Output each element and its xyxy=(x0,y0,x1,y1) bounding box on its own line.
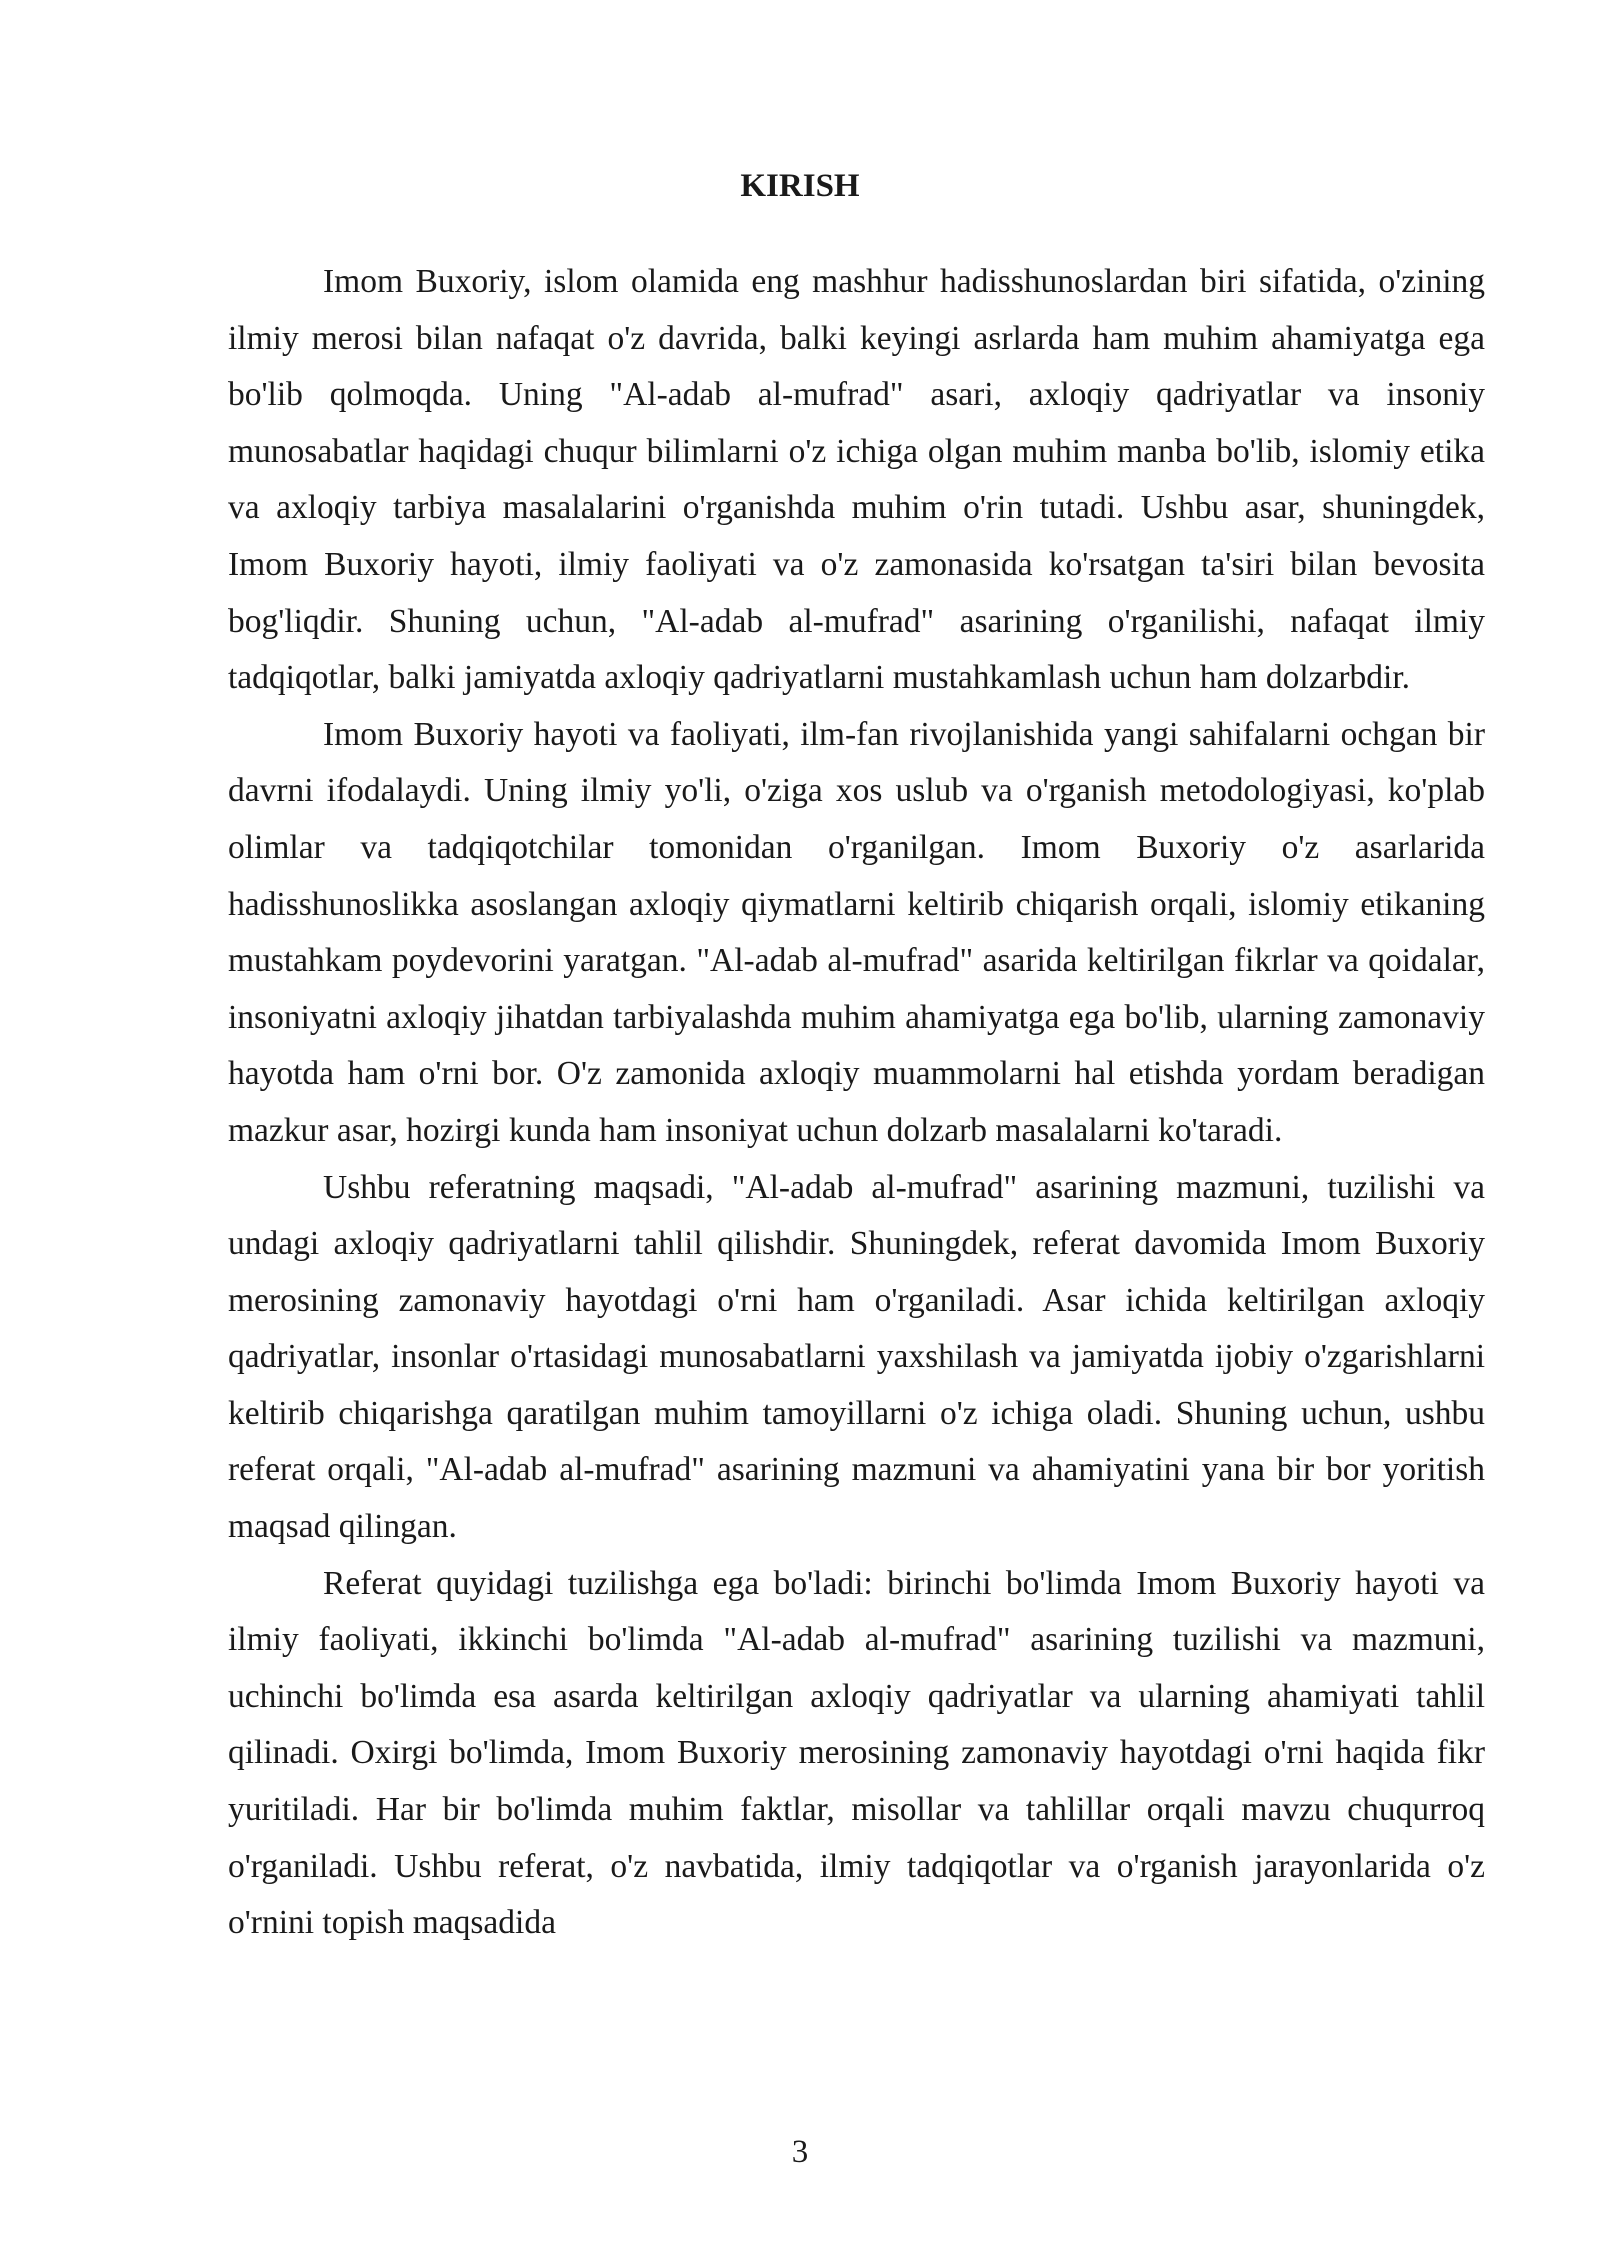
paragraph-1: Imom Buxoriy, islom olamida eng mashhur hadisshunoslardan biri sifatida, o'zining ilmiy merosi bilan nafaqat o'z davrida, balki keyingi asrlarda ham muhim ahamiyatga ega bo'lib qolmoqda. Uning "Al-adab al-mufrad" asari, axloqiy qadriyatlar va insoniy munosabatlar haqidagi chuqur bilimlarni o'z ichiga olgan muhim manba bo'lib, islomiy etika va axloqiy tarbiya masalalarini o'rganishda muhim o'rin tutadi. Ushbu asar, shuningdek, Imom Buxoriy hayoti, ilmiy faoliyati va o'z zamonasida ko'rsatgan ta'siri bilan bevosita bog'liqdir. Shuning uchun, "Al-adab al-mufrad" asarining o'rganilishi, nafaqat ilmiy tadqiqotlar, balki jamiyatda axloqiy qadriyatlarni mustahkamlash uchun ham dolzarbdir. xyxy=(228,263,1485,697)
section-heading: KIRISH xyxy=(740,168,860,204)
page-number: 3 xyxy=(791,2134,809,2170)
paragraph-3: Ushbu referatning maqsadi, "Al-adab al-mufrad" asarining mazmuni, tuzilishi va undagi axloqiy qadriyatlarni tahlil qilishdir. Shuningdek, referat davomida Imom Buxoriy merosining zamonaviy hayotdagi o'rni ham o'rganiladi. Asar ichida keltirilgan axloqiy qadriyatlar, insonlar o'rtasidagi munosabatlarni yaxshilash va jamiyatda ijobiy o'zgarishlarni keltirib chiqarishga qaratilgan muhim tamoyillarni o'z ichiga oladi. Shuning uchun, ushbu referat orqali, "Al-adab al-mufrad" asarining mazmuni va ahamiyatini yana bir bor yoritish maqsad qilingan. xyxy=(228,1168,1485,1546)
paragraph-2: Imom Buxoriy hayoti va faoliyati, ilm-fan rivojlanishida yangi sahifalarni ochgan bir davrni ifodalaydi. Uning ilmiy yo'li, o'ziga xos uslub va o'rganish metodologiyasi, ko'plab olimlar va tadqiqotchilar tomonidan o'rganilgan. Imom Buxoriy o'z asarlarida hadisshunoslikka asoslangan axloqiy qiymatlarni keltirib chiqarish orqali, islomiy etikaning mustahkam poydevorini yaratgan. "Al-adab al-mufrad" asarida keltirilgan fikrlar va qoidalar, insoniyatni axloqiy jihatdan tarbiyalashda muhim ahamiyatga ega bo'lib, ularning zamonaviy hayotda ham o'rni bor. O'z zamonida axloqiy muammolarni hal etishda yordam beradigan mazkur asar, hozirgi kunda ham insoniyat uchun dolzarb masalalarni ko'taradi. xyxy=(228,715,1485,1149)
paragraph-4: Referat quyidagi tuzilishga ega bo'ladi: birinchi bo'limda Imom Buxoriy hayoti va ilmiy faoliyati, ikkinchi bo'limda "Al-adab al-mufrad" asarining tuzilishi va mazmuni, uchinchi bo'limda esa asarda keltirilgan axloqiy qadriyatlar va ularning ahamiyati tahlil qilinadi. Oxirgi bo'limda, Imom Buxoriy merosining zamonaviy hayotdagi o'rni haqida fikr yuritiladi. Har bir bo'limda muhim faktlar, misollar va tahlillar orqali mavzu chuqurroq o'rganiladi. Ushbu referat, o'z navbatida, ilmiy tadqiqotlar va o'rganish jarayonlarida o'z o'rnini topish maqsadida xyxy=(228,1564,1485,1942)
body-text xyxy=(228,254,1485,1952)
